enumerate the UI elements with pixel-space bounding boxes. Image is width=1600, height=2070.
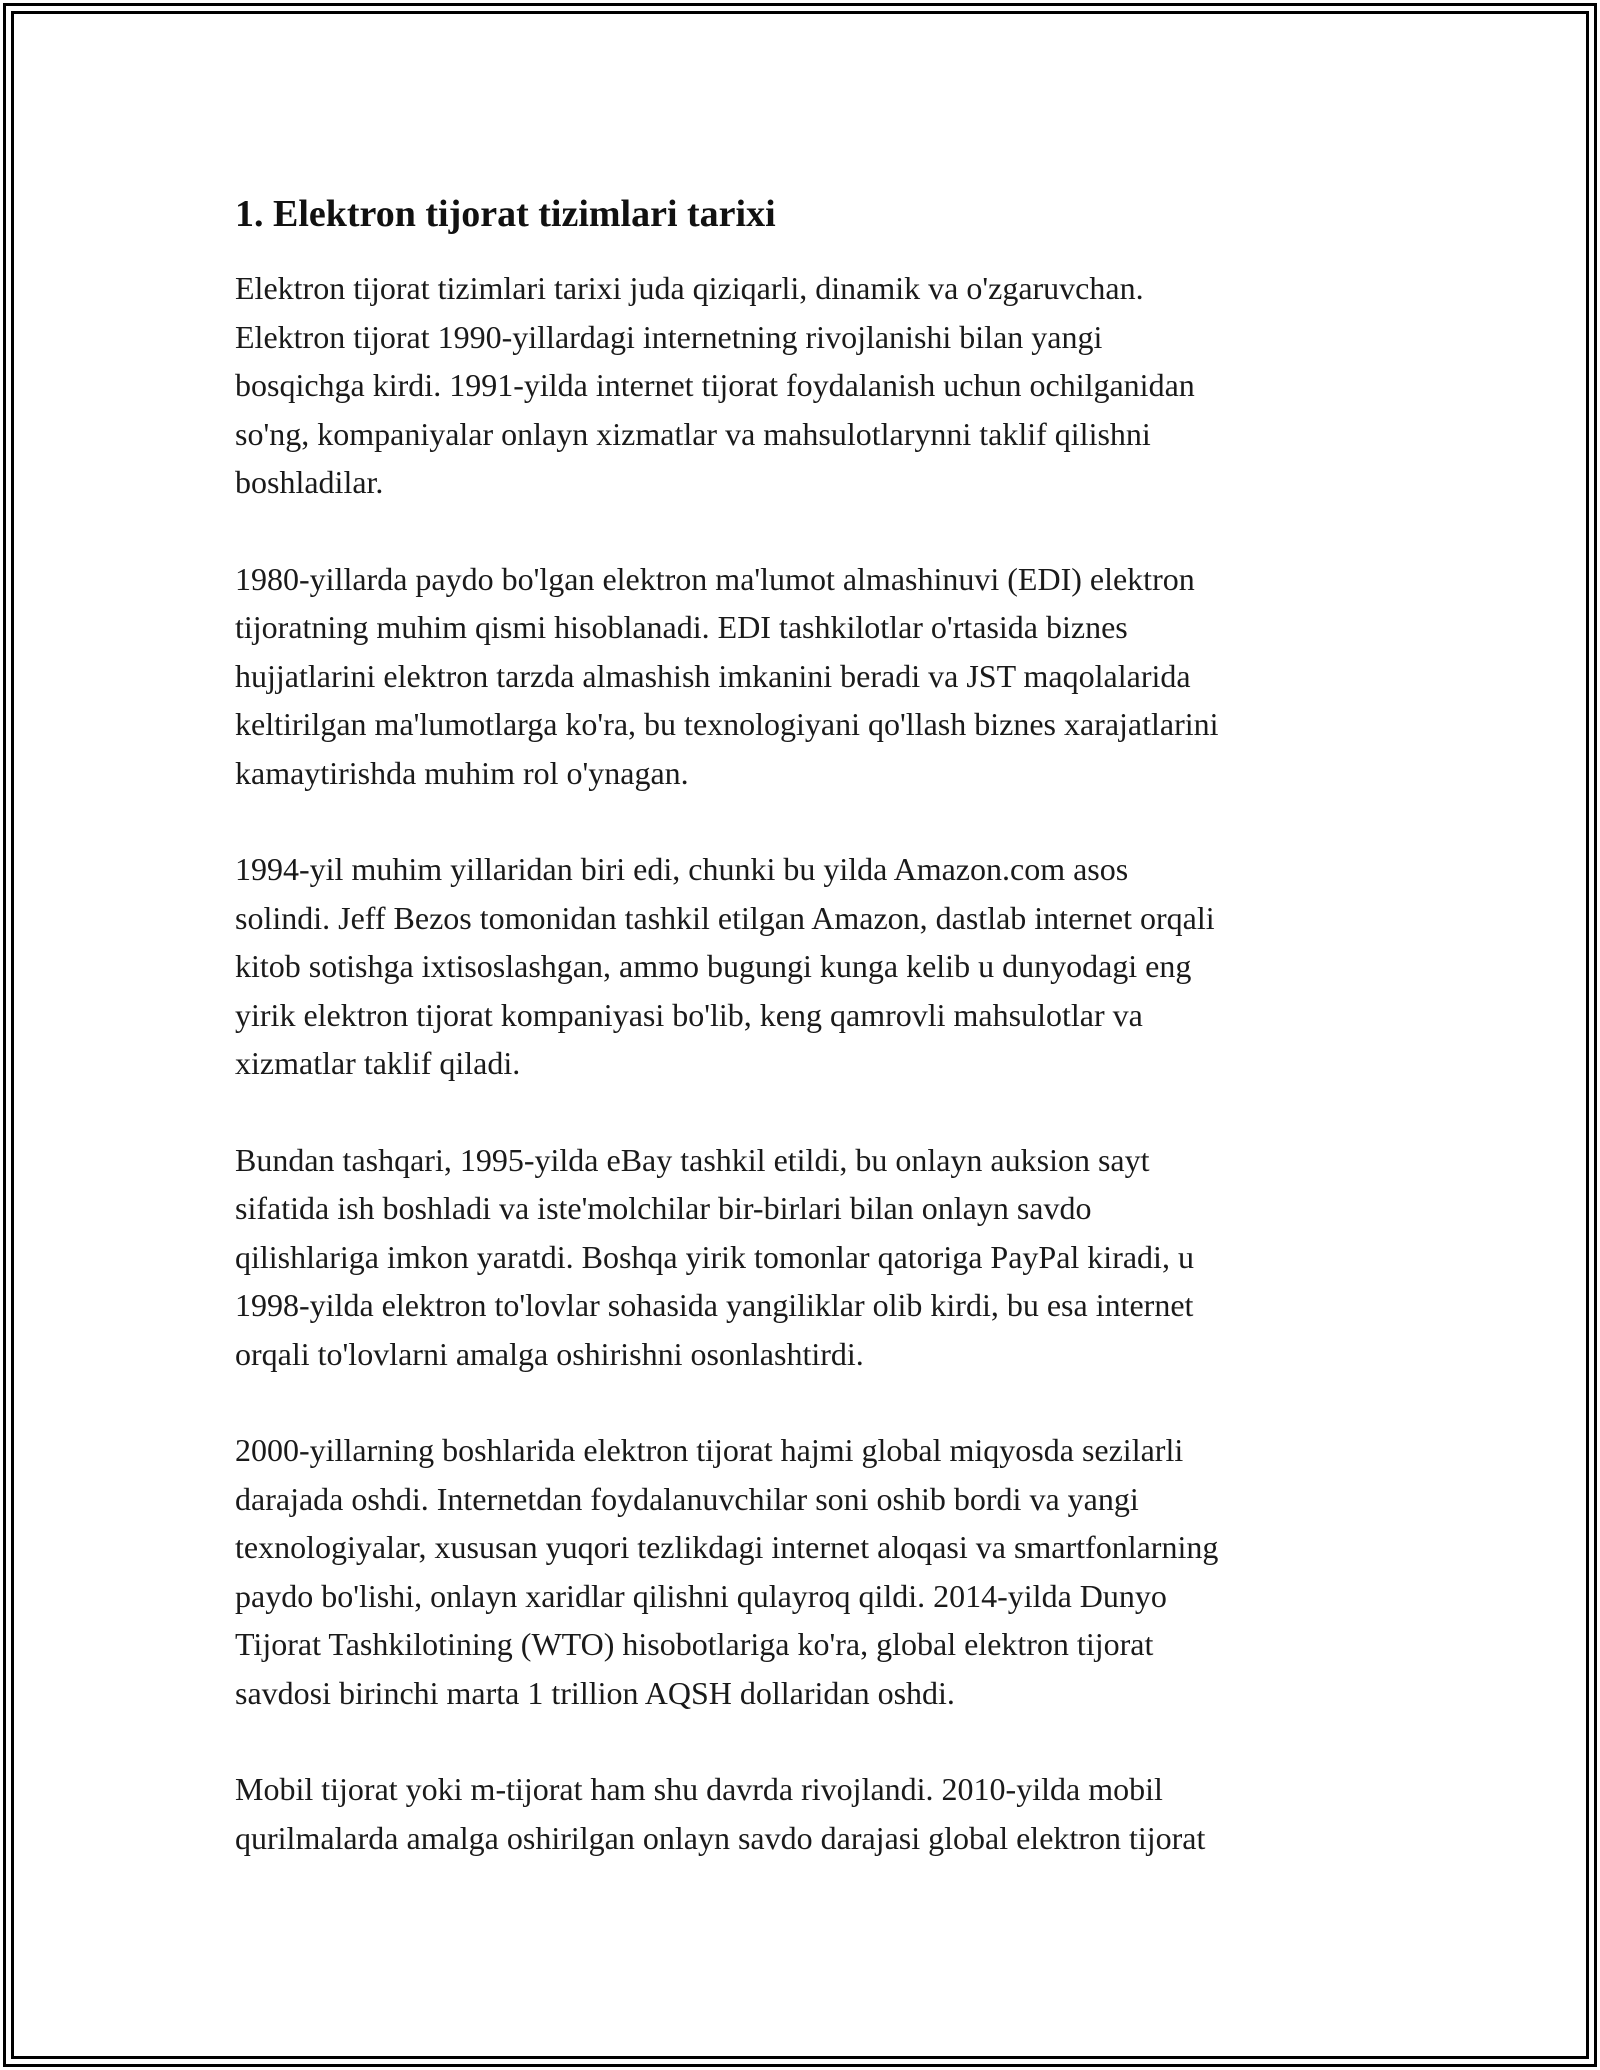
text-line: yirik elektron tijorat kompaniyasi bo'lib, keng qamrovli mahsulotlar va xyxy=(235,996,1143,1033)
text-line: Elektron tijorat tizimlari tarixi juda qiziqarli, dinamik va o'zgaruvchan. xyxy=(235,270,1144,306)
text-line: kamaytirishda muhim rol o'ynagan. xyxy=(235,754,689,791)
text-line: qilishlariga imkon yaratdi. Boshqa yirik tomonlar qatoriga PayPal kiradi, u xyxy=(235,1238,1194,1275)
text-line: Bundan tashqari, 1995-yilda eBay tashkil etildi, bu onlayn auksion sayt xyxy=(235,1141,1150,1178)
text-line: 1994-yil muhim yillaridan biri edi, chunki bu yilda Amazon.com asos xyxy=(235,851,1129,887)
text-line: orqali to'lovlarni amalga oshirishni osonlashtirdi. xyxy=(235,1335,864,1372)
text-line: darajada oshdi. Internetdan foydalanuvchilar soni oshib bordi va yangi xyxy=(235,1480,1139,1517)
text-line: keltirilgan ma'lumotlarga ko'ra, bu texnologiyani qo'llash biznes xarajatlarini xyxy=(235,706,1219,742)
paragraph-mobile-commerce xyxy=(235,1765,1375,1862)
paragraph-amazon xyxy=(235,845,1375,1088)
text-line: Tijorat Tashkilotining (WTO) hisobotlariga ko'ra, global elektron tijorat xyxy=(235,1626,1154,1662)
text-line: tijoratning muhim qismi hisoblanadi. EDI tashkilotlar o'rtasida biznes xyxy=(235,609,1128,645)
document-body xyxy=(235,190,1375,1910)
text-line: bosqichga kirdi. 1991-yilda internet tijorat foydalanish uchun ochilganidan xyxy=(235,367,1195,403)
text-line: hujjatlarini elektron tarzda almashish imkanini beradi va JST maqolalarida xyxy=(235,657,1191,694)
text-line: sifatida ish boshladi va iste'molchilar bir-birlari bilan onlayn savdo xyxy=(235,1190,1092,1226)
text-line: 2000-yillarning boshlarida elektron tijorat hajmi global miqyosda sezilarli xyxy=(235,1432,1184,1468)
text-line: 1998-yilda elektron to'lovlar sohasida yangiliklar olib kirdi, bu esa internet xyxy=(235,1287,1194,1323)
text-line: Elektron tijorat 1990-yillardagi internetning rivojlanishi bilan yangi xyxy=(235,318,1103,355)
text-line: texnologiyalar, xususan yuqori tezlikdagi internet aloqasi va smartfonlarning xyxy=(235,1529,1219,1565)
paragraph-ebay-paypal xyxy=(235,1136,1375,1379)
text-line: solindi. Jeff Bezos tomonidan tashkil etilgan Amazon, dastlab internet orqali xyxy=(235,899,1215,936)
section-heading: 1. Elektron tijorat tizimlari tarixi xyxy=(235,193,776,235)
text-line: Mobil tijorat yoki m-tijorat ham shu davrda rivojlandi. 2010-yilda mobil xyxy=(235,1771,1163,1807)
paragraph-history-intro xyxy=(235,264,1375,507)
text-line: paydo bo'lishi, onlayn xaridlar qilishni qulayroq qildi. 2014-yilda Dunyo xyxy=(235,1577,1167,1614)
paragraph-edi xyxy=(235,555,1375,798)
paragraph-2000s-growth xyxy=(235,1426,1375,1717)
text-line: 1980-yillarda paydo bo'lgan elektron ma'lumot almashinuvi (EDI) elektron xyxy=(235,560,1195,597)
text-line: boshladilar. xyxy=(235,464,384,500)
text-line: xizmatlar taklif qiladi. xyxy=(235,1045,521,1081)
text-line: qurilmalarda amalga oshirilgan onlayn savdo darajasi global elektron tijorat xyxy=(235,1819,1206,1856)
text-line: kitob sotishga ixtisoslashgan, ammo bugungi kunga kelib u dunyodagi eng xyxy=(235,948,1192,984)
text-line: so'ng, kompaniyalar onlayn xizmatlar va mahsulotlarynni taklif qilishni xyxy=(235,415,1151,452)
text-line: savdosi birinchi marta 1 trillion AQSH dollaridan oshdi. xyxy=(235,1674,955,1711)
